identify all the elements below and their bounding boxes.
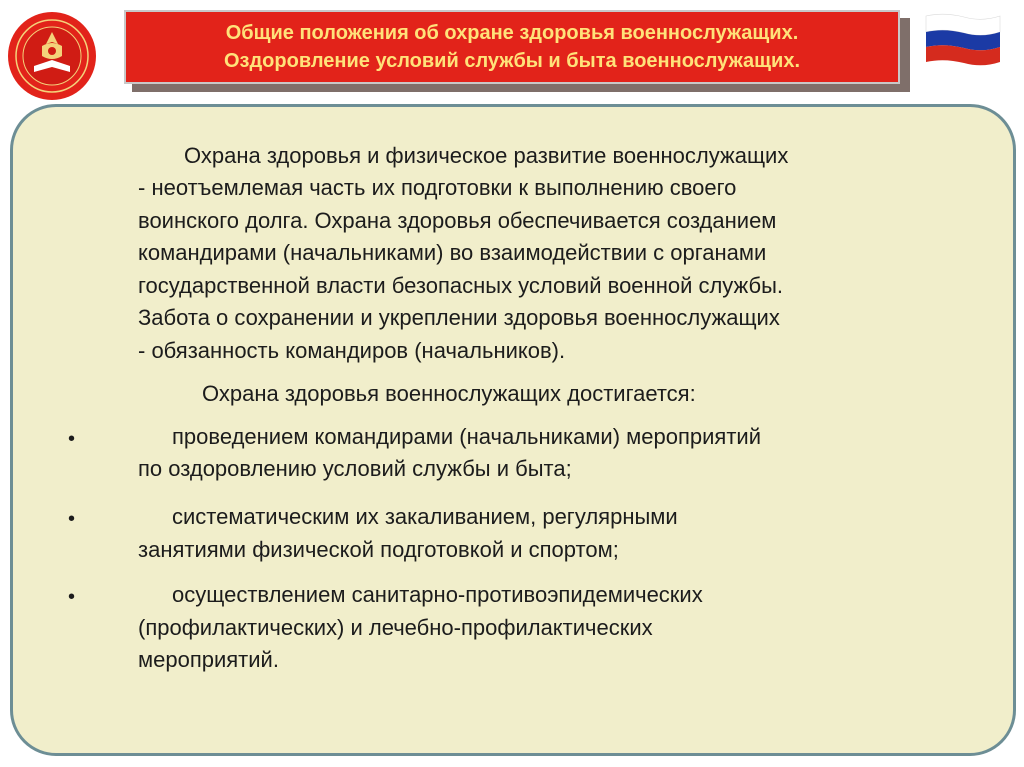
- paragraph-line: - неотъемлемая часть их подготовки к выполнению своего: [138, 175, 737, 200]
- paragraph-line: Забота о сохранении и укреплении здоровья военнослужащих: [138, 305, 780, 330]
- bullet-line: мероприятий.: [138, 647, 279, 672]
- bullet-marker: •: [68, 586, 76, 608]
- military-education-emblem-icon: [6, 10, 98, 102]
- title-line-1: Общие положения об охране здоровья военнослужащих.: [225, 22, 799, 44]
- paragraph-line: Охрана здоровья и физическое развитие военнослужащих: [184, 143, 789, 168]
- slide-title: [124, 10, 900, 84]
- bullet-line: осуществлением санитарно-противоэпидемических: [172, 582, 703, 607]
- bullet-line: систематическим их закаливанием, регулярными: [172, 504, 678, 529]
- list-intro: Охрана здоровья военнослужащих достигается:: [202, 381, 696, 406]
- bullet-marker: •: [68, 508, 76, 530]
- bullet-marker: •: [68, 428, 76, 450]
- russian-flag-icon: [924, 12, 1002, 66]
- bullet-line: проведением командирами (начальниками) мероприятий: [172, 424, 761, 449]
- paragraph-line: государственной власти безопасных условий военной службы.: [138, 273, 784, 298]
- bullet-line: по оздоровлению условий службы и быта;: [138, 456, 572, 481]
- title-line-2: Оздоровление условий службы и быта военнослужащих.: [223, 50, 800, 72]
- paragraph-line: воинского долга. Охрана здоровья обеспечивается созданием: [138, 208, 777, 233]
- bullet-line: (профилактических) и лечебно-профилактических: [138, 615, 653, 640]
- paragraph-line: - обязанность командиров (начальников).: [138, 338, 566, 363]
- paragraph-line: командирами (начальниками) во взаимодействии с органами: [138, 240, 767, 265]
- bullet-line: занятиями физической подготовкой и спортом;: [138, 537, 619, 562]
